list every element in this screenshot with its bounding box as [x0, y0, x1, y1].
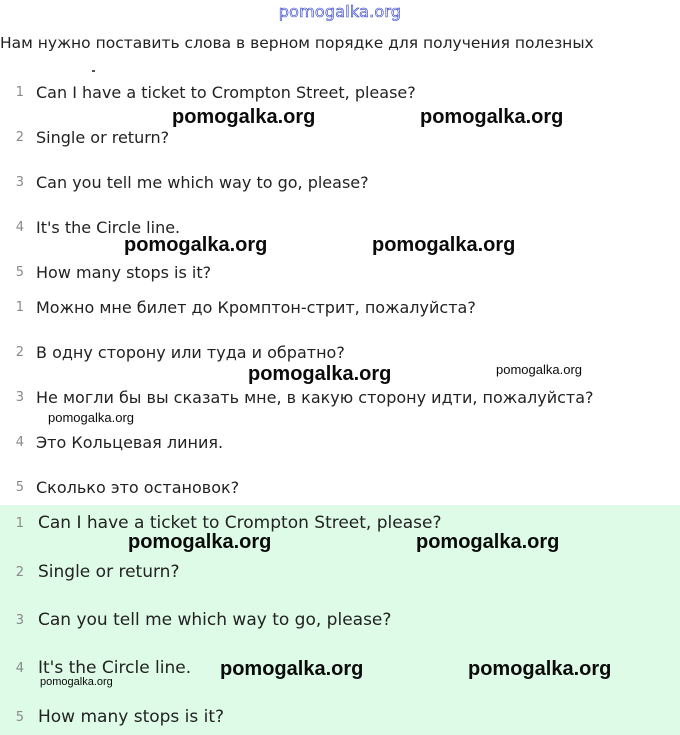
item-number: 5	[15, 709, 24, 725]
item-number: 2	[15, 129, 24, 145]
watermark: pomogalka.org	[468, 658, 612, 680]
watermark: pomogalka.org	[248, 363, 392, 385]
watermark: pomogalka.org	[496, 362, 582, 377]
item-text: Это Кольцевая линия.	[36, 432, 224, 452]
watermark: pomogalka.org	[372, 234, 516, 256]
watermark: pomogalka.org	[416, 531, 560, 553]
site-logo[interactable]: pomogalka.org	[278, 2, 402, 21]
item-number: 2	[15, 344, 24, 360]
item-number: 1	[15, 299, 24, 315]
item-text: В одну сторону или туда и обратно?	[36, 342, 345, 362]
item-text: Single or return?	[36, 127, 170, 147]
item-number: 2	[15, 564, 24, 580]
item-text: How many stops is it?	[38, 707, 225, 727]
answer-panel	[0, 505, 680, 735]
english-item-1	[0, 80, 416, 104]
item-number: 4	[15, 219, 24, 235]
watermark: pomogalka.org	[172, 106, 316, 128]
item-text: How many stops is it?	[36, 262, 212, 282]
stray-mark	[92, 70, 95, 72]
russian-item-1	[0, 295, 476, 319]
watermark: pomogalka.org	[124, 234, 268, 256]
item-number: 1	[15, 84, 24, 100]
item-text: Can I have a ticket to Crompton Street, please?	[36, 82, 416, 102]
watermark: pomogalka.org	[220, 658, 364, 680]
russian-item-4	[0, 430, 223, 454]
item-number: 4	[15, 660, 24, 676]
item-number: 3	[15, 612, 24, 628]
watermark: pomogalka.org	[48, 410, 134, 425]
watermark: pomogalka.org	[128, 531, 272, 553]
item-number: 3	[15, 174, 24, 190]
item-text: It's the Circle line.	[36, 217, 181, 237]
item-text: Не могли бы вы сказать мне, в какую сторону идти, пожалуйста?	[36, 387, 594, 407]
english-item-3	[0, 170, 369, 194]
english-item-2	[0, 125, 169, 149]
english-item-5	[0, 260, 211, 284]
answer-item-5	[0, 705, 224, 729]
item-number: 4	[15, 434, 24, 450]
answer-item-2	[0, 560, 179, 584]
item-number: 5	[15, 264, 24, 280]
watermark: pomogalka.org	[40, 676, 113, 688]
instruction-text: Нам нужно поставить слова в верном порядке для получения полезных	[0, 34, 594, 52]
item-text: Single or return?	[38, 562, 180, 582]
watermark: pomogalka.org	[420, 106, 564, 128]
item-text: Can I have a ticket to Crompton Street, please?	[38, 513, 442, 533]
item-number: 3	[15, 389, 24, 405]
item-text: Сколько это остановок?	[36, 477, 240, 497]
item-text: It's the Circle line.	[38, 658, 192, 678]
item-text: Можно мне билет до Кромптон-стрит, пожалуйста?	[36, 297, 476, 317]
russian-item-5	[0, 475, 239, 499]
russian-item-2	[0, 340, 345, 364]
russian-item-3	[0, 385, 594, 409]
answer-item-3	[0, 608, 391, 632]
item-number: 5	[15, 479, 24, 495]
item-text: Can you tell me which way to go, please?	[38, 610, 392, 630]
item-number: 1	[15, 515, 24, 531]
item-text: Can you tell me which way to go, please?	[36, 172, 369, 192]
